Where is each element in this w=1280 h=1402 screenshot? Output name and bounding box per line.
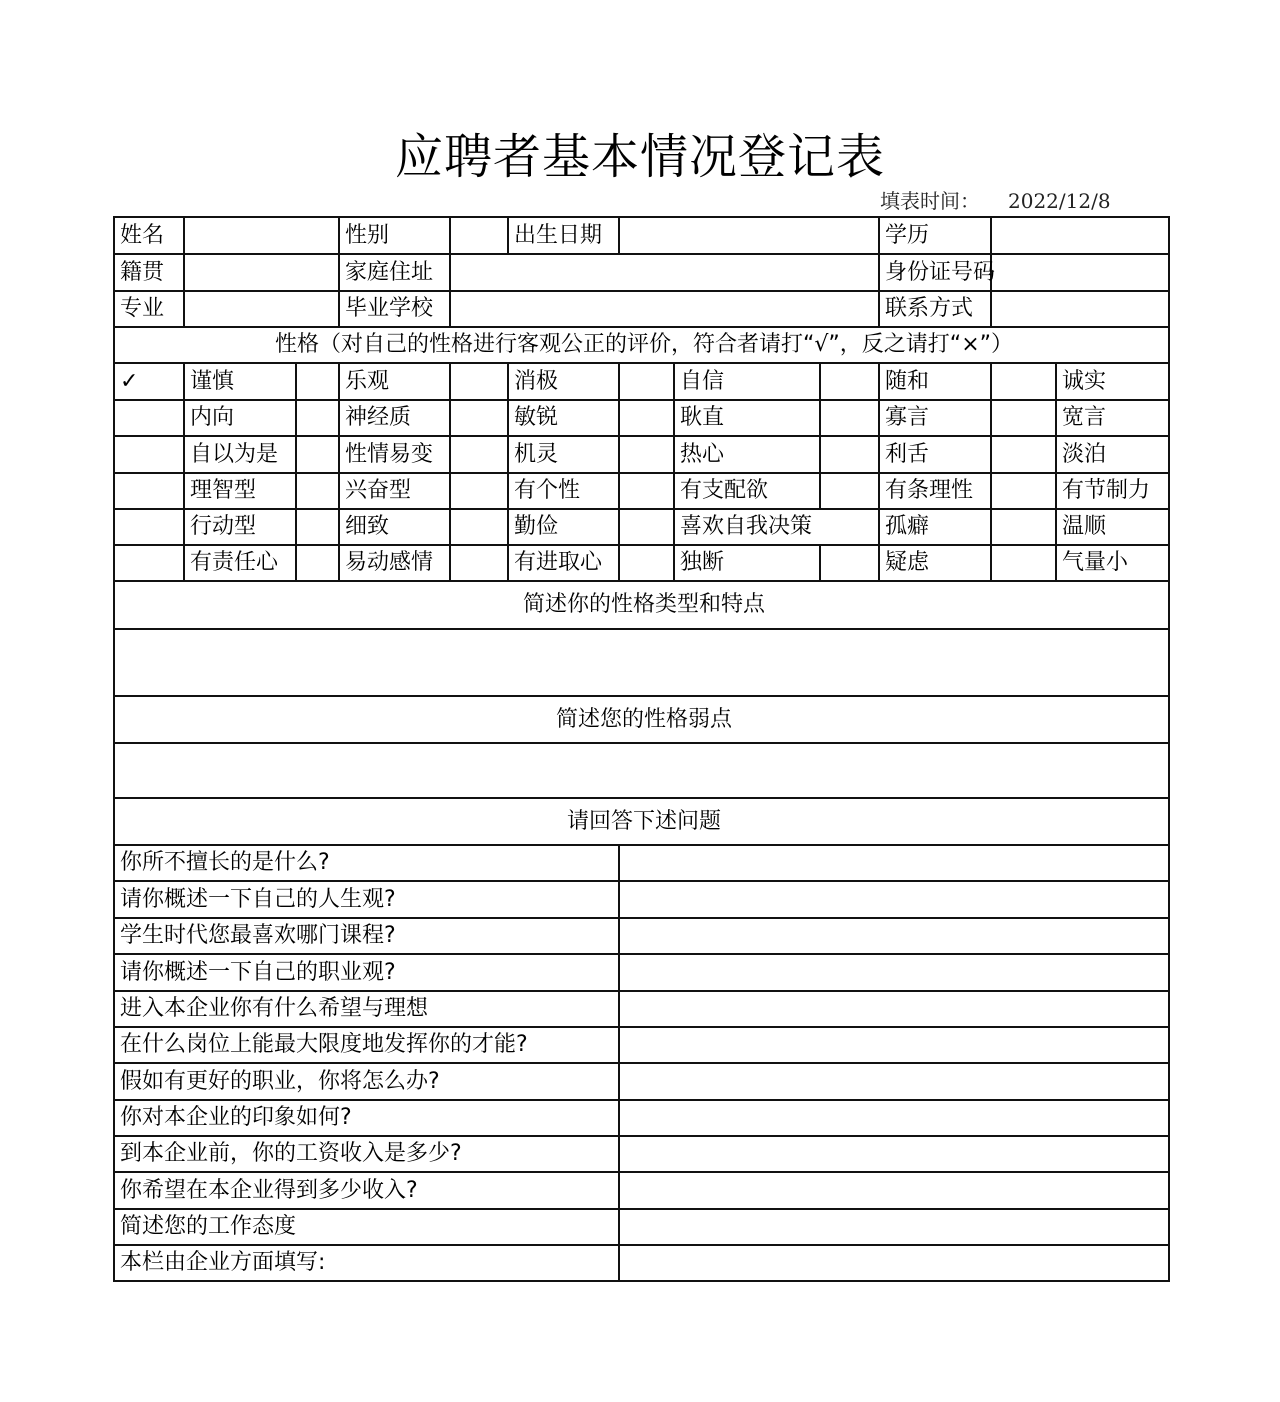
question-row	[114, 954, 1169, 991]
question-label: 进入本企业你有什么希望与理想	[114, 991, 619, 1027]
trait-label: 疑虑	[879, 545, 991, 581]
trait-label: 乐观	[339, 363, 450, 400]
trait-label: 易动感情	[339, 545, 450, 581]
question-row	[114, 1100, 1169, 1136]
trait-mark-cell[interactable]	[991, 363, 1056, 400]
question-label: 在什么岗位上能最大限度地发挥你的才能?	[114, 1027, 619, 1063]
trait-mark-cell[interactable]	[619, 400, 674, 436]
trait-row	[114, 363, 1169, 400]
trait-mark-cell[interactable]	[450, 400, 508, 436]
question-answer-field[interactable]	[619, 954, 1169, 991]
trait-mark-cell[interactable]	[114, 400, 184, 436]
trait-label: 温顺	[1056, 509, 1169, 545]
trait-mark-cell[interactable]	[296, 545, 339, 581]
question-row	[114, 1063, 1169, 1100]
trait-mark-cell[interactable]	[296, 363, 339, 400]
trait-mark-cell[interactable]	[450, 436, 508, 473]
question-answer-field[interactable]	[619, 845, 1169, 881]
trait-mark-cell[interactable]	[991, 400, 1056, 436]
trait-label: 自以为是	[184, 436, 296, 473]
question-answer-field[interactable]	[619, 918, 1169, 954]
contact-field[interactable]	[991, 291, 1169, 327]
trait-mark-cell[interactable]	[820, 436, 879, 473]
question-label: 到本企业前，你的工资收入是多少?	[114, 1136, 619, 1172]
question-label: 请你概述一下自己的人生观?	[114, 881, 619, 918]
fill-date	[880, 188, 1111, 214]
gender-label: 性别	[339, 217, 450, 254]
question-answer-field[interactable]	[619, 1100, 1169, 1136]
trait-mark-cell[interactable]	[296, 400, 339, 436]
trait-row	[114, 545, 1169, 581]
trait-label: 兴奋型	[339, 473, 450, 509]
hometown-field[interactable]	[184, 254, 339, 291]
question-row	[114, 881, 1169, 918]
birth-date-field[interactable]	[619, 217, 879, 254]
question-row	[114, 918, 1169, 954]
id-number-field[interactable]	[991, 254, 1169, 291]
trait-mark-cell[interactable]	[296, 509, 339, 545]
trait-label: 有责任心	[184, 545, 296, 581]
trait-mark-cell[interactable]	[114, 509, 184, 545]
trait-mark-cell[interactable]	[114, 473, 184, 509]
basic-info-row-2	[114, 254, 1169, 291]
trait-label: 诚实	[1056, 363, 1169, 400]
trait-label: 有进取心	[508, 545, 619, 581]
weakness-heading-row	[114, 696, 1169, 743]
trait-mark-cell[interactable]	[114, 436, 184, 473]
trait-label: 勤俭	[508, 509, 619, 545]
name-field[interactable]	[184, 217, 339, 254]
trait-label: 独断	[674, 545, 820, 581]
form-title: 应聘者基本情况登记表	[394, 129, 885, 185]
trait-label: 利舌	[879, 436, 991, 473]
question-row	[114, 1136, 1169, 1172]
question-label: 简述您的工作态度	[114, 1209, 619, 1245]
trait-label: 孤癖	[879, 509, 991, 545]
major-label: 专业	[114, 291, 184, 327]
questions-heading: 请回答下述问题	[114, 798, 1169, 845]
trait-label: 有条理性	[879, 473, 991, 509]
trait-label: 随和	[879, 363, 991, 400]
question-label: 你对本企业的印象如何?	[114, 1100, 619, 1136]
trait-row	[114, 436, 1169, 473]
question-label: 你希望在本企业得到多少收入?	[114, 1172, 619, 1209]
trait-label: 热心	[674, 436, 820, 473]
trait-label: 消极	[508, 363, 619, 400]
trait-mark-cell[interactable]	[991, 436, 1056, 473]
school-label: 毕业学校	[339, 291, 450, 327]
trait-label: 神经质	[339, 400, 450, 436]
birth-date-label: 出生日期	[508, 217, 619, 254]
school-field[interactable]	[450, 291, 879, 327]
address-field[interactable]	[450, 254, 879, 291]
trait-label: 性情易变	[339, 436, 450, 473]
question-answer-field[interactable]	[619, 1245, 1169, 1281]
registration-form-table	[113, 216, 1170, 1282]
trait-mark-cell[interactable]	[296, 473, 339, 509]
question-row	[114, 1172, 1169, 1209]
type-traits-answer-field[interactable]	[114, 629, 1169, 696]
education-label: 学历	[879, 217, 991, 254]
hometown-label: 籍贯	[114, 254, 184, 291]
fill-date-label: 填表时间：	[880, 189, 980, 213]
type-traits-heading-row	[114, 581, 1169, 629]
weakness-answer-field[interactable]	[114, 743, 1169, 798]
major-field[interactable]	[184, 291, 339, 327]
question-row	[114, 1209, 1169, 1245]
questions-heading-row	[114, 798, 1169, 845]
trait-label: 谨慎	[184, 363, 296, 400]
trait-label: 有支配欲	[674, 473, 820, 509]
question-row	[114, 991, 1169, 1027]
question-label: 本栏由企业方面填写:	[114, 1245, 619, 1281]
trait-label: 机灵	[508, 436, 619, 473]
trait-label: 有个性	[508, 473, 619, 509]
trait-label: 淡泊	[1056, 436, 1169, 473]
weakness-answer-row	[114, 743, 1169, 798]
trait-mark-cell[interactable]	[619, 436, 674, 473]
question-label: 学生时代您最喜欢哪门课程?	[114, 918, 619, 954]
trait-mark-cell[interactable]	[820, 473, 879, 509]
trait-label: 内向	[184, 400, 296, 436]
name-label: 姓名	[114, 217, 184, 254]
trait-row	[114, 400, 1169, 436]
trait-label: 喜欢自我决策	[674, 509, 879, 545]
question-label: 假如有更好的职业，你将怎么办?	[114, 1063, 619, 1100]
trait-row	[114, 473, 1169, 509]
question-answer-field[interactable]	[619, 991, 1169, 1027]
question-row	[114, 1245, 1169, 1281]
trait-mark-cell[interactable]	[450, 363, 508, 400]
trait-label: 寡言	[879, 400, 991, 436]
question-label: 请你概述一下自己的职业观?	[114, 954, 619, 991]
trait-mark-cell[interactable]	[991, 473, 1056, 509]
trait-mark-cell[interactable]	[296, 436, 339, 473]
trait-label: 自信	[674, 363, 820, 400]
address-label: 家庭住址	[339, 254, 450, 291]
basic-info-row-1	[114, 217, 1169, 254]
type-traits-answer-row	[114, 629, 1169, 696]
trait-mark-cell[interactable]	[619, 509, 674, 545]
question-answer-field[interactable]	[619, 1172, 1169, 1209]
question-answer-field[interactable]	[619, 881, 1169, 918]
personality-header-row	[114, 327, 1169, 363]
question-row	[114, 845, 1169, 881]
trait-mark-cell[interactable]	[820, 545, 879, 581]
trait-label: 宽言	[1056, 400, 1169, 436]
trait-row	[114, 509, 1169, 545]
question-answer-field[interactable]	[619, 1063, 1169, 1100]
trait-label: 气量小	[1056, 545, 1169, 581]
trait-label: 有节制力	[1056, 473, 1169, 509]
trait-mark-cell[interactable]	[820, 400, 879, 436]
question-label: 你所不擅长的是什么?	[114, 845, 619, 881]
question-answer-field[interactable]	[619, 1209, 1169, 1245]
id-number-label: 身份证号码	[879, 254, 991, 291]
trait-label: 理智型	[184, 473, 296, 509]
fill-date-value: 2022/12/8	[1008, 189, 1111, 213]
trait-mark-cell[interactable]: ✓	[114, 363, 184, 400]
question-answer-field[interactable]	[619, 1136, 1169, 1172]
personality-instructions: 性格（对自己的性格进行客观公正的评价，符合者请打“√”，反之请打“×”）	[114, 327, 1169, 363]
trait-mark-cell[interactable]	[450, 545, 508, 581]
trait-mark-cell[interactable]	[619, 473, 674, 509]
trait-label: 敏锐	[508, 400, 619, 436]
basic-info-row-3	[114, 291, 1169, 327]
trait-label: 耿直	[674, 400, 820, 436]
trait-mark-cell[interactable]	[619, 363, 674, 400]
gender-field[interactable]	[450, 217, 508, 254]
trait-mark-cell[interactable]	[991, 545, 1056, 581]
type-traits-heading: 简述你的性格类型和特点	[114, 581, 1169, 629]
trait-mark-cell[interactable]	[450, 473, 508, 509]
trait-mark-cell[interactable]	[619, 545, 674, 581]
contact-label: 联系方式	[879, 291, 991, 327]
question-answer-field[interactable]	[619, 1027, 1169, 1063]
education-field[interactable]	[991, 217, 1169, 254]
question-row	[114, 1027, 1169, 1063]
trait-mark-cell[interactable]	[114, 545, 184, 581]
weakness-heading: 简述您的性格弱点	[114, 696, 1169, 743]
trait-mark-cell[interactable]	[450, 509, 508, 545]
trait-mark-cell[interactable]	[820, 363, 879, 400]
trait-mark-cell[interactable]	[991, 509, 1056, 545]
trait-label: 行动型	[184, 509, 296, 545]
trait-label: 细致	[339, 509, 450, 545]
